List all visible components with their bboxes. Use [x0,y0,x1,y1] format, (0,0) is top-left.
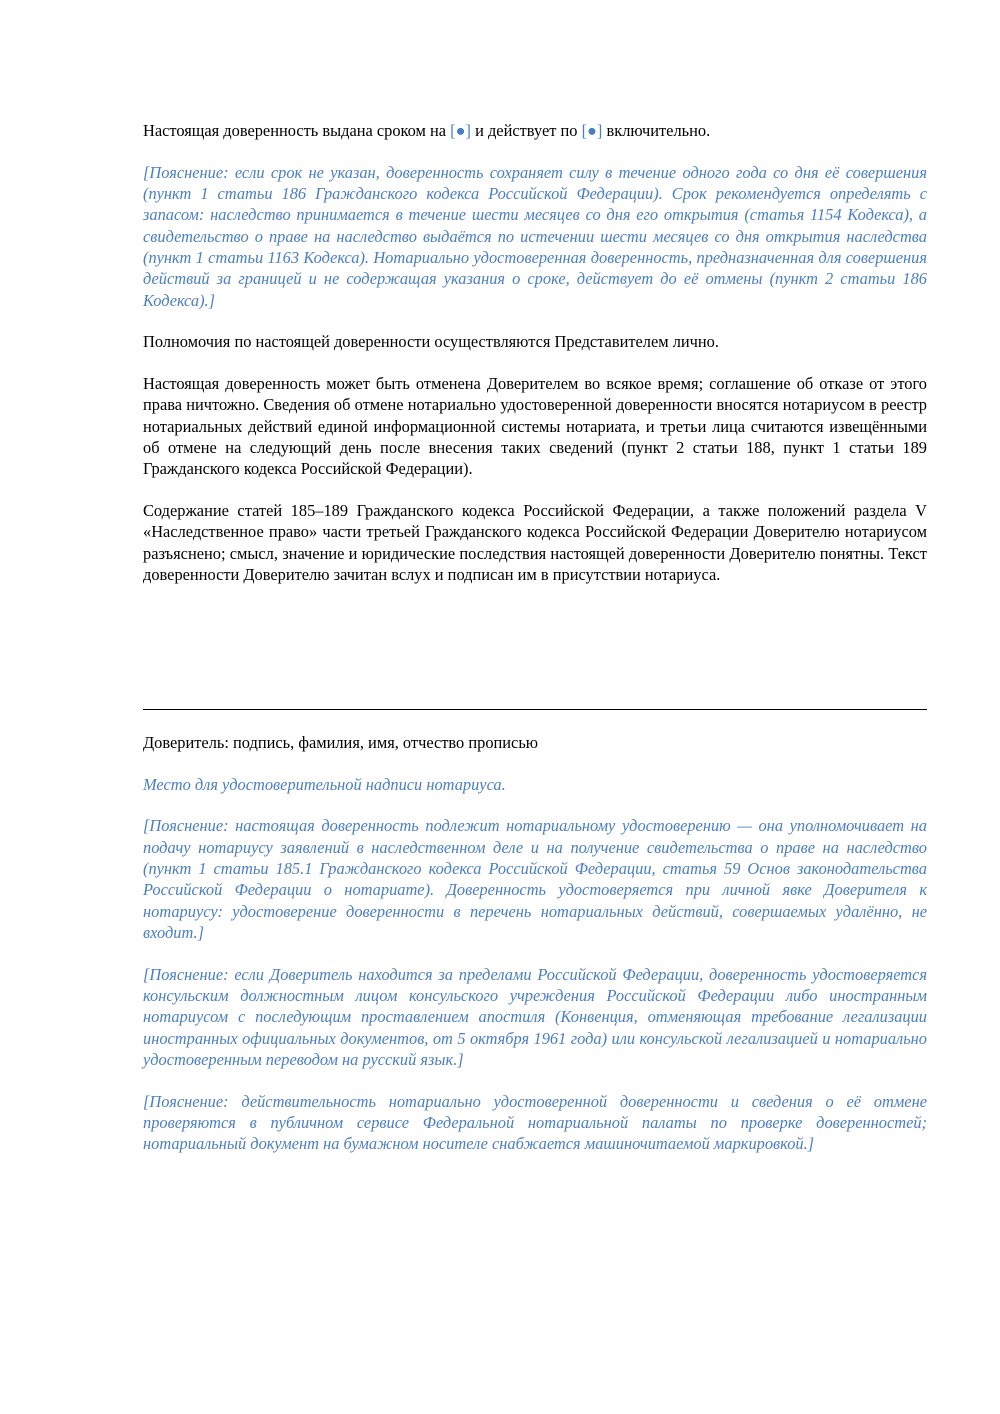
note-abroad: [Пояснение: если Доверитель находится за пределами Российской Федерации, доверенность удостоверяется консульским должностным лицом консульского учреждения Российской Федерации либо иностранным нотариусом с последующим проставлением апостиля (Конвенция, отменяющая требование легализации иностранных официальных документов, от 5 октября 1961 года) или консульской легализацией и нотариально удостоверенным переводом на русский язык.] [143,964,927,1069]
validity-text-2: и действует по [471,121,582,140]
validity-text-3: включительно. [602,121,711,140]
signature-caption: Доверитель: подпись, фамилия, имя, отчество прописью [143,732,539,752]
note-verification: [Пояснение: действительность нотариально удостоверенной доверенности и сведения о её отмене проверяются в публичном сервисе Федеральной нотариальной палаты по проверке доверенностей; нотариальный документ на бумажном носителе снабжается машиночитаемой маркировкой.] [143,1091,927,1154]
validity-term-paragraph [143,120,927,141]
personal-exercise-paragraph: Полномочия по настоящей доверенности осуществляются Представителем лично. [143,332,719,352]
document-page [143,120,927,1175]
note-notarization: [Пояснение: настоящая доверенность подлежит нотариальному удостоверению — она уполномочивает на подачу нотариусу заявлений в наследственном деле и на получение свидетельства о праве на наследство (пункт 1 статьи 185.1 Гражданского кодекса Российской Федерации, статья 59 Основ законодательства Российской Федерации о нотариате). Доверенность удостоверяется при личной явке Доверителя к нотариусу: удостоверение доверенности в перечень нотариальных действий, совершаемых удалённо, не входит.] [143,816,927,942]
revocation-paragraph: Настоящая доверенность может быть отменена Доверителем во всякое время; соглашение об отказе от этого права ничтожно. Сведения об отмене нотариально удостоверенной доверенности вносятся нотариусом в реестр нотариальных действий единой информационной системы нотариата, и третьи лица считаются извещёнными об отмене на следующий день после внесения таких сведений (пункт 2 статьи 188, пункт 1 статьи 189 Гражданского кодекса Российской Федерации). [143,374,927,479]
notary-inscription-placeholder: Место для удостоверительной надписи нотариуса. [143,774,506,794]
validity-text-1: Настоящая доверенность выдана сроком на [143,121,451,140]
signature-space [143,606,927,709]
explanation-paragraph: Содержание статей 185–189 Гражданского кодекса Российской Федерации, а также положений раздела V «Наследственное право» части третьей Гражданского кодекса Российской Федерации Доверителю нотариусом разъяснено; смысл, значение и юридические последствия настоящей доверенности Доверителю понятны. Текст доверенности Доверителю зачитан вслух и подписан им в присутствии нотариуса. [143,501,927,585]
signature-line [143,709,927,710]
end-date-placeholder[interactable]: [●] [581,121,603,140]
note-term: [Пояснение: если срок не указан, доверенность сохраняет силу в течение одного года со дня её совершения (пункт 1 статьи 186 Гражданского кодекса Российской Федерации). Срок рекомендуется определять с запасом: наследство принимается в течение шести месяцев со дня его открытия (статья 1154 Кодекса), а свидетельство о праве на наследство выдаётся по истечении шести месяцев со дня открытия наследства (пункт 1 статьи 1163 Кодекса). Нотариально удостоверенная доверенность, предназначенная для совершения действий за границей и не содержащая указания о сроке, действует до её отмены (пункт 2 статьи 186 Кодекса).] [143,162,927,310]
term-placeholder[interactable]: [●] [450,121,471,140]
